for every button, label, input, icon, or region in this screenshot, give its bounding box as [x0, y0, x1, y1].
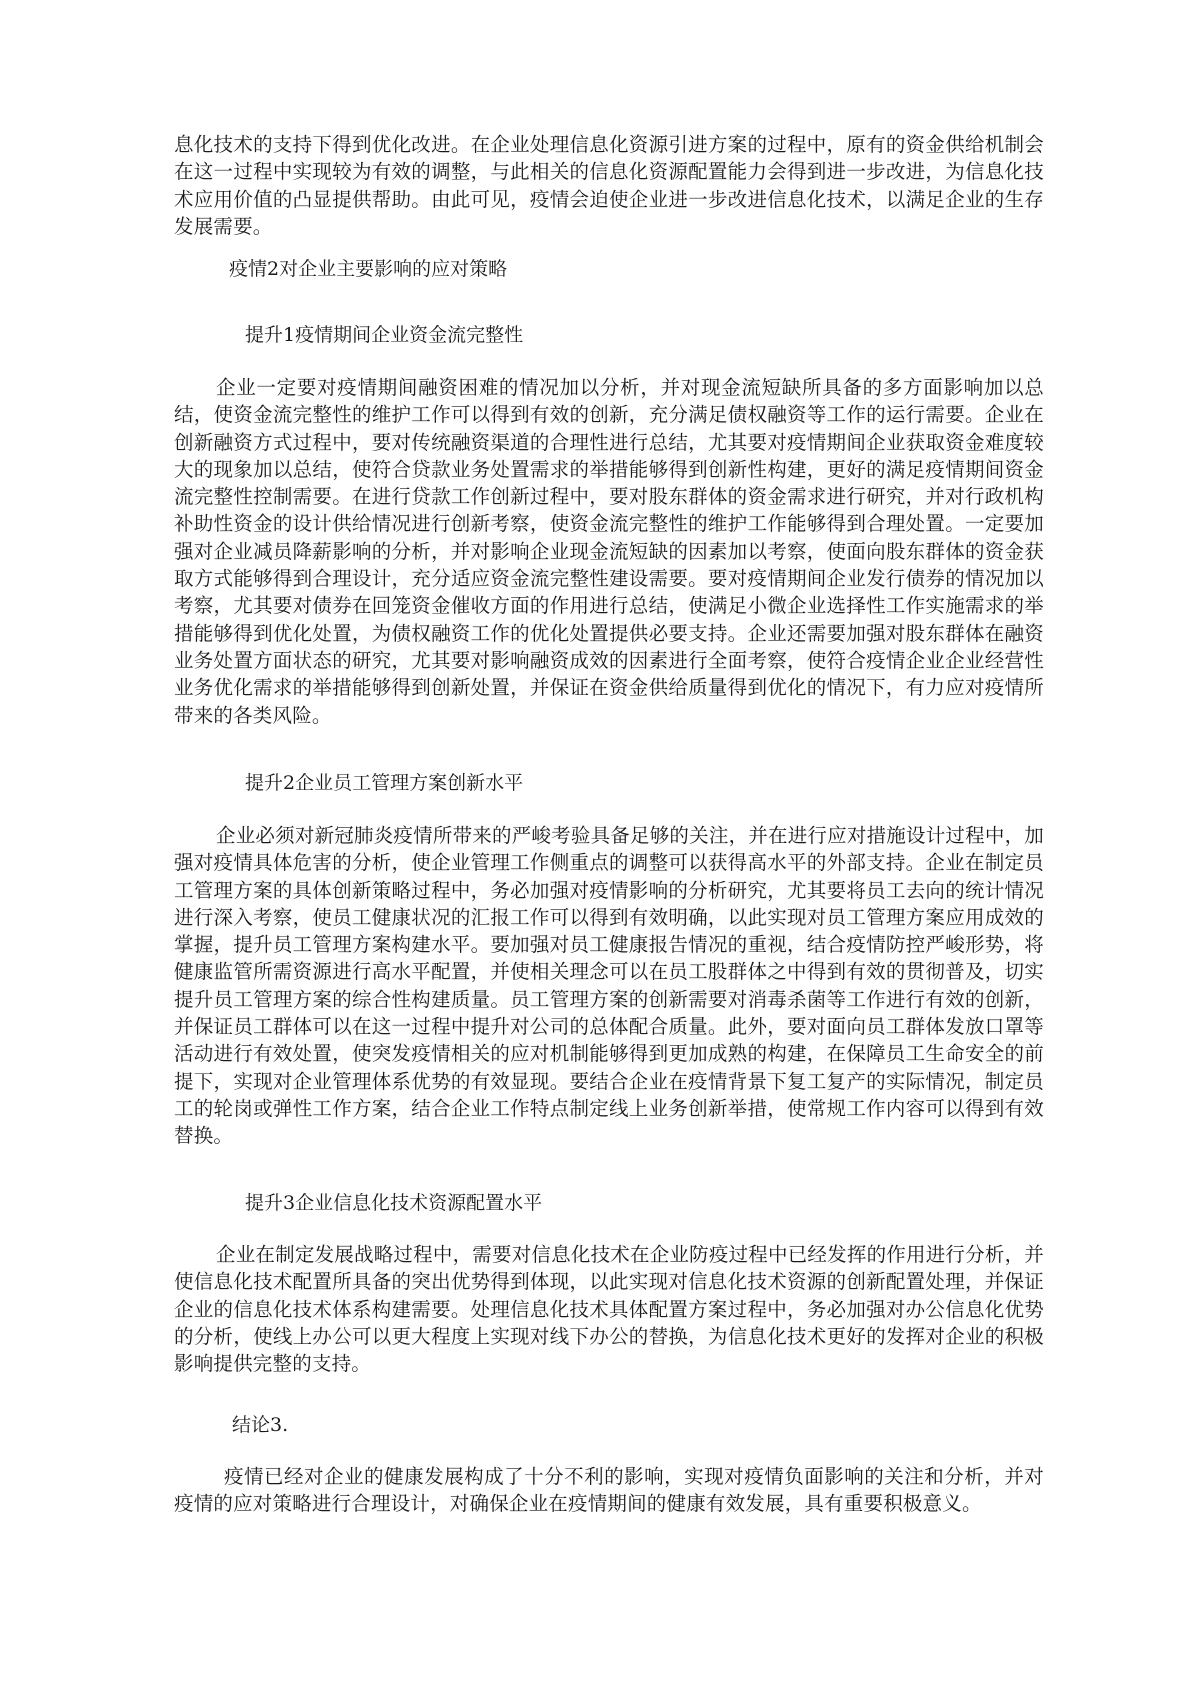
- subsection-heading-staff-management: 提升2企业员工管理方案创新水平: [245, 772, 524, 794]
- conclusion-paragraph: 疫情已经对企业的健康发展构成了十分不利的影响，实现对疫情负面影响的关注和分析，并对疫情的应对策略进行合理设计，对确保企业在疫情期间的健康有效发展，具有重要积极意义。: [174, 1465, 1044, 1516]
- intro-paragraph: 息化技术的支持下得到优化改进。在企业处理信息化资源引进方案的过程中，原有的资金供给机制会在这一过程中实现较为有效的调整，与此相关的信息化资源配置能力会得到进一步改进，为信息化技术应用价值的凸显提供帮助。由此可见，疫情会迫使企业进一步改进信息化技术，以满足企业的生存发展需要。: [174, 133, 1044, 238]
- conclusion-heading: 结论3.: [232, 1414, 289, 1436]
- section-heading-strategies: 疫情2对企业主要影响的应对策略: [229, 258, 508, 280]
- cashflow-paragraph: 企业一定要对疫情期间融资困难的情况加以分析，并对现金流短缺所具备的多方面影响加以总结，使资金流完整性的维护工作可以得到有效的创新，充分满足债权融资等工作的运行需要。企业在创新融资方式过程中，要对传统融资渠道的合理性进行总结，尤其要对疫情期间企业获取资金难度较大的现象加以总结，使符合贷款业务处置需求的举措能够得到创新性构建，更好的满足疫情期间资金流完整性控制需要。在进行贷款工作创新过程中，要对股东群体的资金需求进行研究，并对行政机构补助性资金的设计供给情况进行创新考察，使资金流完整性的维护工作能够得到合理处置。一定要加强对企业减员降薪影响的分析，并对影响企业现金流短缺的因素加以考察，使面向股东群体的资金获取方式能够得到合理设计，充分适应资金流完整性建设需要。要对疫情期间企业发行债券的情况加以考察，尤其要对债券在回笼资金催收方面的作用进行总结，使满足小微企业选择性工作实施需求的举措能够得到优化处置，为债权融资工作的优化处置提供必要支持。企业还需要加强对股东群体在融资业务处置方面状态的研究，尤其要对影响融资成效的因素进行全面考察，使符合疫情企业企业经营性业务优化需求的举措能够得到创新处置，并保证在资金供给质量得到优化的情况下，有力应对疫情所带来的各类风险。: [174, 376, 1044, 727]
- subsection-heading-it-resources: 提升3企业信息化技术资源配置水平: [245, 1192, 543, 1214]
- subsection-heading-cashflow: 提升1疫情期间企业资金流完整性: [245, 324, 524, 346]
- staff-management-paragraph: 企业必须对新冠肺炎疫情所带来的严峻考验具备足够的关注，并在进行应对措施设计过程中，加强对疫情具体危害的分析，使企业管理工作侧重点的调整可以获得高水平的外部支持。企业在制定员工管理方案的具体创新策略过程中，务必加强对疫情影响的分析研究，尤其要将员工去向的统计情况进行深入考察，使员工健康状况的汇报工作可以得到有效明确，以此实现对员工管理方案应用成效的掌握，提升员工管理方案构建水平。要加强对员工健康报告情况的重视，结合疫情防控严峻形势，将健康监管所需资源进行高水平配置，并使相关理念可以在员工股群体之中得到有效的贯彻普及，切实提升员工管理方案的综合性构建质量。员工管理方案的创新需要对消毒杀菌等工作进行有效的创新，并保证员工群体可以在这一过程中提升对公司的总体配合质量。此外，要对面向员工群体发放口罩等活动进行有效处置，使突发疫情相关的应对机制能够得到更加成熟的构建，在保障员工生命安全的前提下，实现对企业管理体系优势的有效显现。要结合企业在疫情背景下复工复产的实际情况，制定员工的轮岗或弹性工作方案，结合企业工作特点制定线上业务创新举措，使常规工作内容可以得到有效替换。: [174, 824, 1044, 1148]
- it-resources-paragraph: 企业在制定发展战略过程中，需要对信息化技术在企业防疫过程中已经发挥的作用进行分析，并使信息化技术配置所具备的突出优势得到体现，以此实现对信息化技术资源的创新配置处理，并保证企业的信息化技术体系构建需要。处理信息化技术具体配置方案过程中，务必加强对办公信息化优势的分析，使线上办公可以更大程度上实现对线下办公的替换，为信息化技术更好的发挥对企业的积极影响提供完整的支持。: [174, 1243, 1044, 1376]
